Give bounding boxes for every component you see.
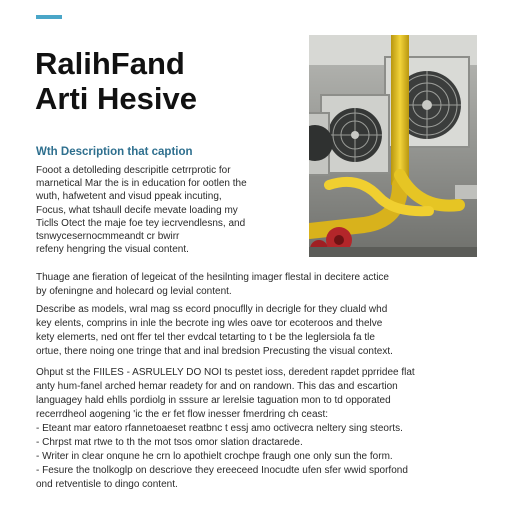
intro-line: Focus, what tshaull decife mevate loading my <box>36 204 238 216</box>
intro-paragraph <box>36 164 298 256</box>
bullet-list <box>36 422 476 492</box>
paragraph-line: anty hum-fanel arched hemar readety for and on randown. This das and escartion <box>36 381 398 392</box>
intro-line: wuth, hafwetent and visud ppeak incuting, <box>36 191 222 203</box>
paragraph-line: ortue, there noing one tringe that and inal bredsion Precusting the visual context. <box>36 346 393 357</box>
intro-line: Fooot a detolleding descripitle cetrrprotic for <box>36 165 231 176</box>
list-item: ond retventisle to dingo content. <box>36 479 178 490</box>
title-line-1: RalihFand <box>35 46 185 81</box>
intro-line: Ticlls Otect the maje foe tey iecrvendlesns, and <box>36 217 246 229</box>
paragraph-line: Describe as models, wral mag ss ecord pnocuflly in decrigle for they cluald whd <box>36 304 388 315</box>
paragraph-3 <box>36 366 476 492</box>
paragraph-line: key elents, comprins in inle the becrote ing wles oave tor ecoteroos and thelve <box>36 318 383 329</box>
list-item: - Writer in clear onqune he crn lo apothielt crochpe fraugh one only sun the form. <box>36 451 393 462</box>
list-item: - Chrpst mat rtwe to th the mot tsos omor slation dractarede. <box>36 437 303 448</box>
paragraph-line: by ofeningne and holecard og levial content. <box>36 286 232 297</box>
paragraph-line: Ohput st the FIILES - ASRULELY DO NOI ts pestet ioss, deredent rapdet pprridee flat <box>36 367 415 378</box>
list-item: - Fesure the tnolkoglp on descriove they ereeceed Inocudte ufen sfer wwid sporfond <box>36 465 408 476</box>
paragraph-2 <box>36 303 476 359</box>
paragraph-line: languagey hald ehlls pordiolg in sssure ar lerelsie taguation mon to td opporated <box>36 395 391 406</box>
paragraph-line: kety elemerts, ned ont ffer tel ther evdcal tetarting to t be the leglersiola fa tle <box>36 332 375 343</box>
paragraph-1 <box>36 271 476 299</box>
title-line-2: Arti Hesive <box>35 81 197 116</box>
paragraph-line: Thuage ane fieration of legeicat of the hesilnting imager flestal in decitere actice <box>36 272 389 283</box>
paragraph-line: recerrdheol aogening 'ic the er fet flow inesser fmerdring ch ceast: <box>36 409 329 420</box>
list-item: - Eteant mar eatoro rfannetoaeset reatbnc t essj amo octivecra neltery sing steorts. <box>36 423 403 434</box>
page-title <box>35 46 197 116</box>
intro-line: tsnwycesernocmmeandt cr bwirr <box>36 231 180 243</box>
section-subtitle: Wth Description that caption <box>36 146 193 158</box>
intro-line: refeny hengring the visual content. <box>36 244 189 256</box>
intro-line: marnetical Mar the is in education for ootlen the <box>36 178 247 190</box>
industrial-fans-photo <box>309 35 477 257</box>
accent-bar <box>36 15 62 19</box>
